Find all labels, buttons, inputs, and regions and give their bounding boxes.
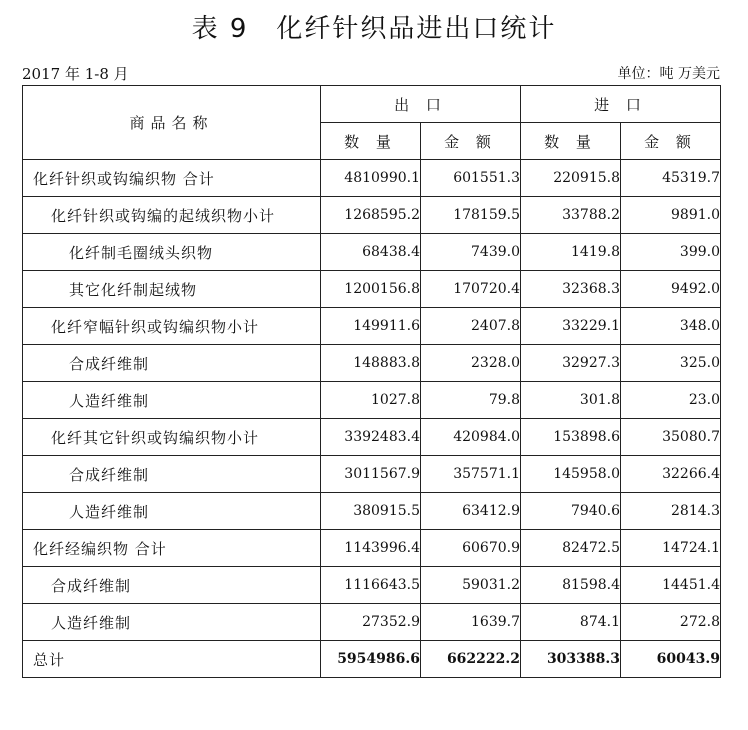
export-amount-cell: 2407.8: [421, 308, 521, 345]
export-qty-cell: 27352.9: [321, 604, 421, 641]
export-amount-cell: 63412.9: [421, 493, 521, 530]
import-qty-cell: 220915.8: [521, 160, 621, 197]
total-row: [23, 641, 721, 678]
row-name: 人造纤维制: [23, 382, 321, 419]
export-amount-cell: 79.8: [421, 382, 521, 419]
export-qty-cell: 1027.8: [321, 382, 421, 419]
export-amount-cell: 420984.0: [421, 419, 521, 456]
import-qty-cell: 145958.0: [521, 456, 621, 493]
export-amount-cell: 357571.1: [421, 456, 521, 493]
header-row-top: [23, 86, 721, 123]
export-qty-cell: 5954986.6: [321, 641, 421, 678]
table-title: [0, 8, 748, 45]
export-qty-cell: 148883.8: [321, 345, 421, 382]
import-amount-cell: 35080.7: [621, 419, 721, 456]
import-qty-cell: 82472.5: [521, 530, 621, 567]
table-title-text: 化纤针织品进出口统计: [276, 14, 557, 44]
export-qty-cell: 149911.6: [321, 308, 421, 345]
table-row: [23, 308, 721, 345]
export-amount-cell: 7439.0: [421, 234, 521, 271]
table-row: [23, 160, 721, 197]
table-row: [23, 345, 721, 382]
import-qty-cell: 7940.6: [521, 493, 621, 530]
period-label: 2017 年 1-8 月: [22, 65, 129, 83]
import-amount-cell: 14724.1: [621, 530, 721, 567]
trade-table: [22, 85, 721, 678]
table-row: [23, 271, 721, 308]
export-amount-cell: 178159.5: [421, 197, 521, 234]
import-amount-cell: 14451.4: [621, 567, 721, 604]
row-name: 化纤针织或钩编的起绒织物小计: [23, 197, 321, 234]
header-name: 商品名称: [23, 86, 321, 160]
import-amount-cell: 9492.0: [621, 271, 721, 308]
import-amount-cell: 32266.4: [621, 456, 721, 493]
export-amount-cell: 60670.9: [421, 530, 521, 567]
row-name: 化纤制毛圈绒头织物: [23, 234, 321, 271]
table-row: [23, 567, 721, 604]
table-row: [23, 419, 721, 456]
import-qty-cell: 1419.8: [521, 234, 621, 271]
export-amount-cell: 662222.2: [421, 641, 521, 678]
import-amount-cell: 325.0: [621, 345, 721, 382]
header-import-amount: 金 额: [621, 123, 721, 160]
header-export-qty: 数 量: [321, 123, 421, 160]
export-qty-cell: 1143996.4: [321, 530, 421, 567]
export-qty-cell: 1268595.2: [321, 197, 421, 234]
header-import: 进 口: [521, 86, 721, 123]
import-qty-cell: 303388.3: [521, 641, 621, 678]
export-amount-cell: 601551.3: [421, 160, 521, 197]
import-qty-cell: 33788.2: [521, 197, 621, 234]
import-amount-cell: 348.0: [621, 308, 721, 345]
table-row: [23, 530, 721, 567]
import-qty-cell: 301.8: [521, 382, 621, 419]
import-qty-cell: 81598.4: [521, 567, 621, 604]
header-export: 出 口: [321, 86, 521, 123]
export-qty-cell: 380915.5: [321, 493, 421, 530]
export-amount-cell: 59031.2: [421, 567, 521, 604]
row-name: 合成纤维制: [23, 567, 321, 604]
export-amount-cell: 1639.7: [421, 604, 521, 641]
import-qty-cell: 32927.3: [521, 345, 621, 382]
row-name: 化纤其它针织或钩编织物小计: [23, 419, 321, 456]
export-qty-cell: 3011567.9: [321, 456, 421, 493]
import-qty-cell: 32368.3: [521, 271, 621, 308]
row-name: 化纤窄幅针织或钩编织物小计: [23, 308, 321, 345]
import-amount-cell: 2814.3: [621, 493, 721, 530]
row-name: 合成纤维制: [23, 456, 321, 493]
table-number: 表 9: [191, 14, 249, 44]
import-amount-cell: 272.8: [621, 604, 721, 641]
table-row: [23, 456, 721, 493]
table-row: [23, 234, 721, 271]
row-name: 合成纤维制: [23, 345, 321, 382]
import-amount-cell: 399.0: [621, 234, 721, 271]
import-amount-cell: 23.0: [621, 382, 721, 419]
row-name: 化纤针织或钩编织物 合计: [23, 160, 321, 197]
import-amount-cell: 60043.9: [621, 641, 721, 678]
unit-label: 单位：吨 万美元: [617, 66, 720, 82]
header-export-amount: 金 额: [421, 123, 521, 160]
export-amount-cell: 170720.4: [421, 271, 521, 308]
import-amount-cell: 9891.0: [621, 197, 721, 234]
row-name: 人造纤维制: [23, 493, 321, 530]
import-qty-cell: 33229.1: [521, 308, 621, 345]
table-row: [23, 197, 721, 234]
import-qty-cell: 153898.6: [521, 419, 621, 456]
export-qty-cell: 1200156.8: [321, 271, 421, 308]
table-row: [23, 604, 721, 641]
import-amount-cell: 45319.7: [621, 160, 721, 197]
export-qty-cell: 1116643.5: [321, 567, 421, 604]
export-qty-cell: 3392483.4: [321, 419, 421, 456]
row-name: 总计: [23, 641, 321, 678]
row-name: 化纤经编织物 合计: [23, 530, 321, 567]
table-row: [23, 493, 721, 530]
import-qty-cell: 874.1: [521, 604, 621, 641]
row-name: 人造纤维制: [23, 604, 321, 641]
table-row: [23, 382, 721, 419]
export-qty-cell: 68438.4: [321, 234, 421, 271]
export-qty-cell: 4810990.1: [321, 160, 421, 197]
table-body: [23, 160, 721, 678]
export-amount-cell: 2328.0: [421, 345, 521, 382]
header-import-qty: 数 量: [521, 123, 621, 160]
row-name: 其它化纤制起绒物: [23, 271, 321, 308]
